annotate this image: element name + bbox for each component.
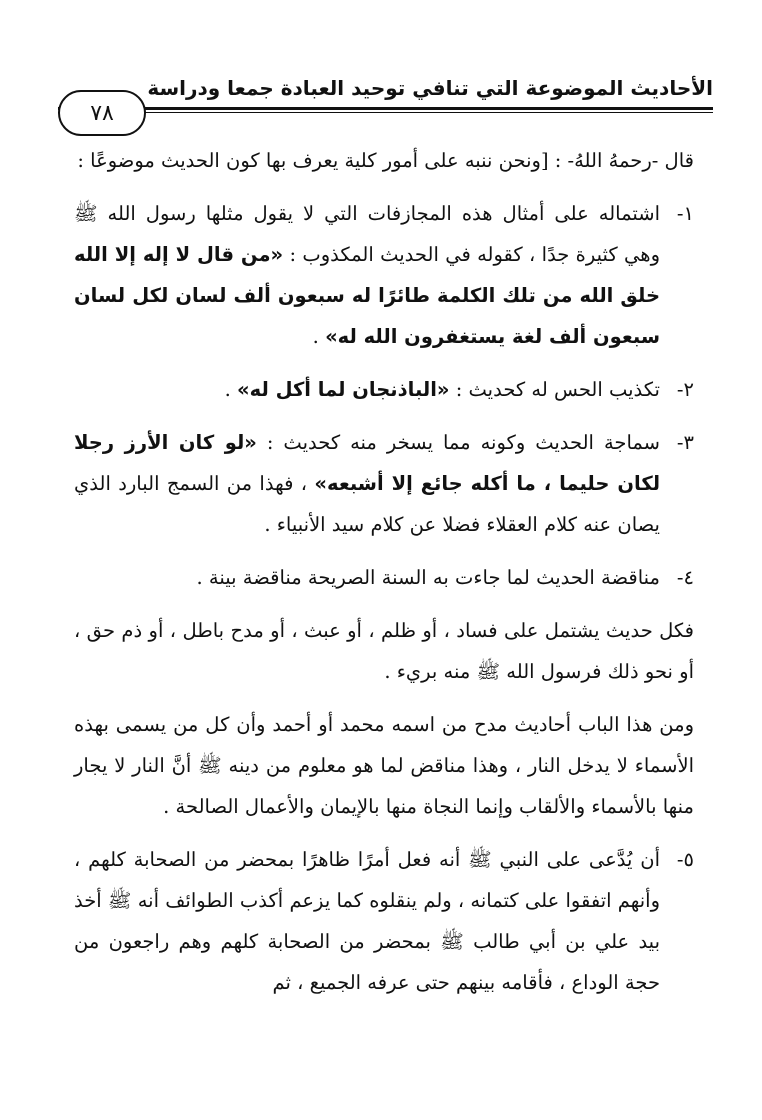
header-rule-thin [58, 112, 713, 113]
list-number: ٥- [676, 848, 694, 871]
item-tail: . [312, 325, 319, 348]
item-tail: . [224, 378, 231, 401]
hadith-quote: «الباذنجان لما أكل له» [237, 378, 450, 401]
list-number: ٣- [676, 431, 694, 454]
page-header [58, 60, 713, 126]
item-text: اشتماله على أمثال هذه المجازفات التي لا يقول مثلها رسول الله ﷺ وهي كثيرة جدًا ، كقوله في الحديث المكذوب : [74, 202, 660, 266]
item-tail: ، فهذا من السمج البارد الذي يصان عنه كلام العقلاء فضلا عن كلام سيد الأنبياء . [74, 472, 660, 536]
hadith-quote: «لو كان الأرز رجلا لكان حليما ، ما أكله جائع إلا أشبعه» [74, 431, 661, 495]
list-item-3 [74, 422, 694, 545]
paragraph: فكل حديث يشتمل على فساد ، أو ظلم ، أو عبث ، أو مدح باطل ، أو ذم حق ، أو نحو ذلك فرسول الله ﷺ منه بريء . [74, 619, 694, 683]
item-text: مناقضة الحديث لما جاءت به السنة الصريحة مناقضة بينة . [196, 566, 660, 589]
page-number-badge: ٧٨ [58, 90, 146, 136]
item-text: سماجة الحديث وكونه مما يسخر منه كحديث : [266, 431, 661, 454]
running-title: الأحاديث الموضوعة التي تنافي توحيد العبادة جمعا ودراسة [147, 76, 713, 100]
item-text: تكذيب الحس له كحديث : [455, 378, 660, 401]
list-number: ٢- [676, 378, 694, 401]
item-text: أن يُدَّعى على النبي ﷺ أنه فعل أمرًا ظاهرًا بمحضر من الصحابة كلهم ، وأنهم اتفقوا على كتمانه ، ولم ينقلوه كما يزعم أكذب الطوائف أنه ﷺ أخذ بيد علي بن أبي طالب ﷺ بمحضر من الصحابة كلهم وهم راجعون من حجة الوداع ، فأقامه بينهم حتى عرفه الجميع ، ثم [74, 848, 660, 994]
list-number: ١- [676, 202, 694, 225]
paragraph: ومن هذا الباب أحاديث مدح من اسمه محمد أو أحمد وأن كل من يسمى بهذه الأسماء لا يدخل النار ، وهذا مناقض لما هو معلوم من دينه ﷺ أنَّ النار لا يجار منها بالأسماء والألقاب وإنما النجاة منها بالإيمان والأعمال الصالحة . [74, 713, 694, 818]
body-text [74, 140, 694, 1015]
list-item-1 [74, 193, 694, 357]
list-item-2 [74, 369, 694, 410]
header-rule-thick [58, 107, 713, 110]
list-number: ٤- [676, 566, 694, 589]
hadith-quote: «من قال لا إله إلا الله خلق الله من تلك الكلمة طائرًا له سبعون ألف لسان لكل لسان سبعون ألف لغة يستغفرون الله له» [74, 243, 660, 348]
intro-paragraph: قال -رحمهُ اللهُ- : [ونحن ننبه على أمور كلية يعرف بها كون الحديث موضوعًا : [77, 149, 694, 172]
list-item-5 [74, 839, 694, 1003]
list-item-4 [74, 557, 694, 598]
